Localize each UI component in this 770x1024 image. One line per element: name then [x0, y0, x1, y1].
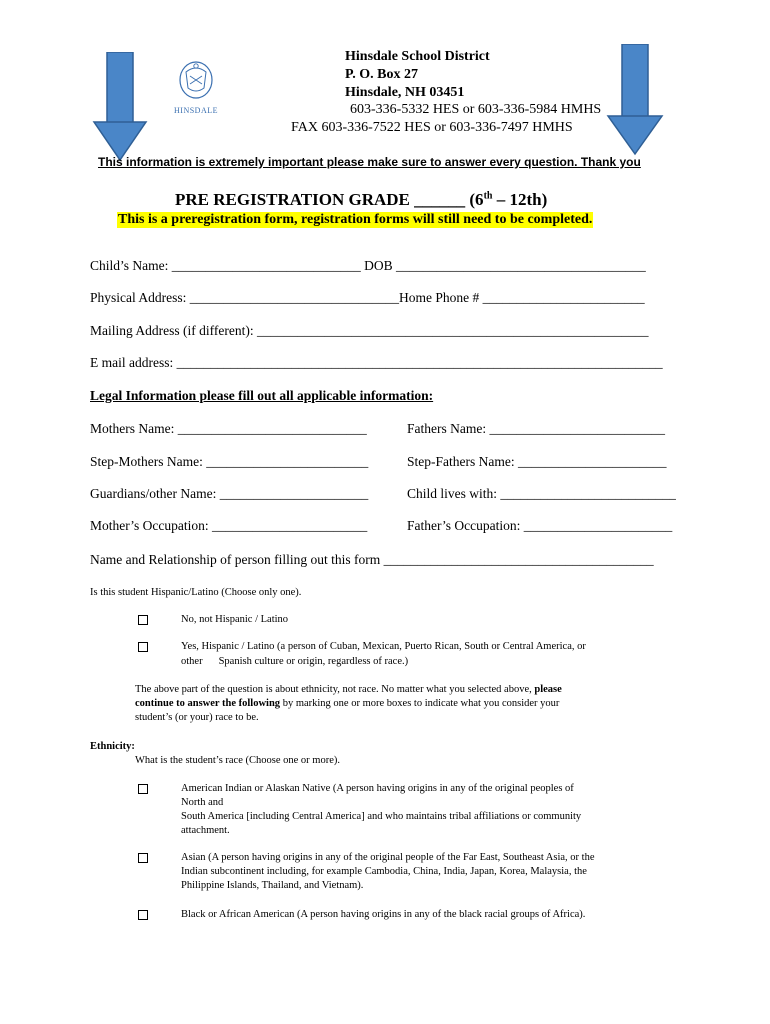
- child-name-field[interactable]: Child’s Name: ____________________________ DOB _____________________________________: [90, 258, 646, 273]
- american-indian-line3: South America [including Central America] and who maintains tribal affiliations or community: [181, 811, 582, 822]
- race-note: [135, 683, 655, 725]
- email-field[interactable]: E mail address: ________________________________________________________________________: [90, 355, 663, 370]
- black-checkbox[interactable]: [138, 910, 148, 920]
- hispanic-no-label: No, not Hispanic / Latino: [181, 614, 289, 625]
- race-note-part2: by marking one or more boxes to indicate what you consider your: [280, 698, 560, 709]
- race-note-continue: continue to answer the following: [135, 698, 281, 709]
- asian-line3: Philippine Islands, Thailand, and Vietnam).: [181, 880, 364, 891]
- fax-line: FAX 603-336-7522 HES or 603-336-7497 HMHS: [291, 120, 573, 135]
- father-occupation-field[interactable]: Father’s Occupation: ______________________: [407, 518, 673, 533]
- asian-line1: Asian (A person having origins in any of the original people of the Far East, Southeast Asia, or the: [181, 852, 595, 863]
- mailing-address-field[interactable]: Mailing Address (if different): __________________________________________________________: [90, 323, 649, 338]
- form-title-main: PRE REGISTRATION GRADE ______ (6: [175, 190, 484, 209]
- guardians-name-field[interactable]: Guardians/other Name: ______________________: [90, 486, 369, 501]
- child-lives-with-field[interactable]: Child lives with: __________________________: [407, 486, 676, 501]
- step-fathers-name-field[interactable]: Step-Fathers Name: ______________________: [407, 454, 667, 469]
- american-indian-line4: attachment.: [181, 825, 230, 836]
- american-indian-checkbox[interactable]: [138, 784, 148, 794]
- mother-occupation-field[interactable]: Mother’s Occupation: _______________________: [90, 518, 368, 533]
- american-indian-label: [181, 782, 581, 838]
- school-logo: [172, 58, 218, 118]
- asian-line2: Indian subcontinent including, for example Cambodia, China, India, Japan, Korea, Malaysia, the: [181, 866, 587, 877]
- physical-address-field[interactable]: Physical Address: _______________________________Home Phone # ________________________: [90, 290, 645, 305]
- hispanic-question: Is this student Hispanic/Latino (Choose only one).: [90, 587, 302, 598]
- hispanic-yes-label-line2: [181, 655, 408, 669]
- preregistration-subtitle: This is a preregistration form, registration forms will still need to be completed.: [118, 212, 593, 227]
- mothers-name-field[interactable]: Mothers Name: ____________________________: [90, 421, 367, 436]
- form-title-end: – 12th): [492, 190, 548, 209]
- form-title-sup: th: [483, 190, 493, 202]
- important-notice: This information is extremely important please make sure to answer every question. Thank you: [98, 155, 641, 169]
- left-down-arrow-icon: [92, 52, 148, 162]
- logo-text: HINSDALE: [174, 106, 218, 115]
- race-note-please: please: [534, 684, 562, 695]
- american-indian-line2: North and: [181, 797, 224, 808]
- hispanic-yes-other: other: [181, 656, 203, 667]
- hispanic-no-checkbox[interactable]: [138, 615, 148, 625]
- hispanic-yes-checkbox[interactable]: [138, 642, 148, 652]
- right-down-arrow-icon: [606, 44, 664, 156]
- relationship-field[interactable]: Name and Relationship of person filling out this form ________________________________________: [90, 552, 654, 567]
- city-line: Hinsdale, NH 03451: [345, 85, 465, 100]
- black-label: Black or African American (A person having origins in any of the black racial groups of Africa).: [181, 909, 586, 920]
- american-indian-line1: American Indian or Alaskan Native (A person having origins in any of the original peoples of: [181, 783, 574, 794]
- hispanic-yes-label-line1: Yes, Hispanic / Latino (a person of Cuban, Mexican, Puerto Rican, South or Central America, or: [181, 641, 586, 652]
- hispanic-yes-spanish: Spanish culture or origin, regardless of race.): [218, 656, 409, 667]
- legal-heading: Legal Information please fill out all applicable information:: [90, 388, 434, 403]
- form-title: [175, 190, 547, 210]
- race-note-part1: The above part of the question is about ethnicity, not race. No matter what you selected above,: [135, 684, 535, 695]
- fathers-name-field[interactable]: Fathers Name: __________________________: [407, 421, 665, 436]
- asian-checkbox[interactable]: [138, 853, 148, 863]
- asian-label: [181, 851, 595, 893]
- step-mothers-name-field[interactable]: Step-Mothers Name: ________________________: [90, 454, 369, 469]
- po-box: P. O. Box 27: [345, 67, 418, 82]
- district-name: Hinsdale School District: [345, 49, 490, 64]
- phone-line: 603-336-5332 HES or 603-336-5984 HMHS: [350, 102, 602, 117]
- ethnicity-question: What is the student’s race (Choose one or more).: [135, 755, 340, 766]
- race-note-part3: student’s (or your) race to be.: [135, 712, 259, 723]
- ethnicity-label: Ethnicity:: [90, 741, 135, 752]
